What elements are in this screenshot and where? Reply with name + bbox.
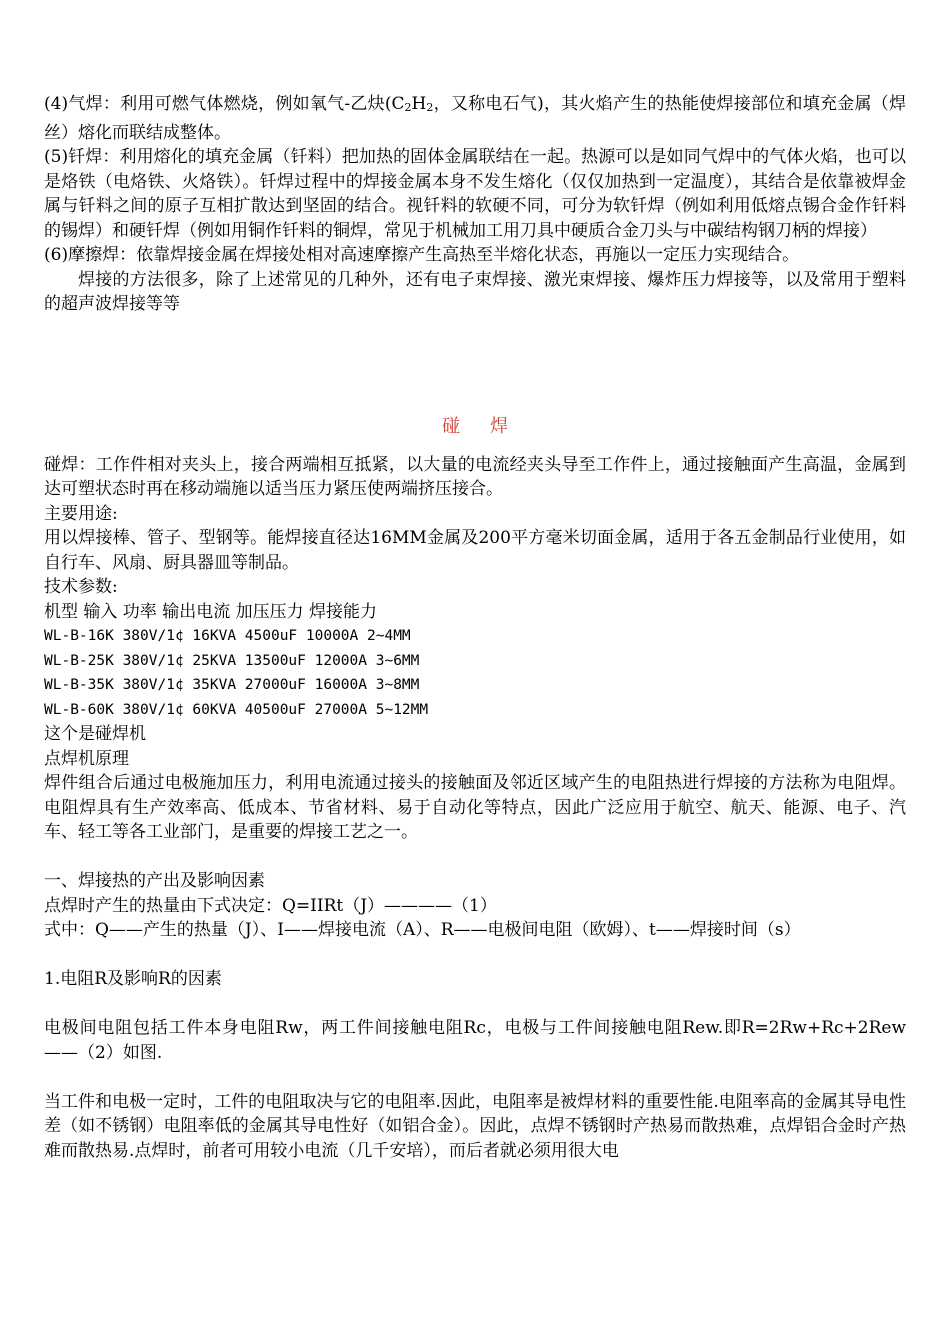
spacer	[44, 845, 906, 870]
spec-row: WL-B-60K 380V/1¢ 60KVA 40500uF 27000A 5~12MM	[44, 701, 429, 718]
subscript-2b: 2	[426, 101, 434, 114]
gas-welding-h: H	[411, 94, 427, 114]
paragraph-brazing: (5)钎焊：利用熔化的填充金属（钎料）把加热的固体金属联结在一起。热源可以是如同气焊中的气体火焰，也可以是烙铁（电烙铁、火烙铁）。钎焊过程中的焊接金属本身不发生熔化（仅仅加热到一定温度），其结合是依靠被焊金属与钎料之间的原子互相扩散达到坚固的结合。视钎料的软硬不同，可分为软钎焊（例如利用低熔点锡合金作钎料的锡焊）和硬钎焊（例如用铜作钎料的铜焊，常见于机械加工用刀具中硬质合金刀头与中碳结构钢刀柄的焊接）	[44, 147, 906, 241]
heading-resistance: 1.电阻R及影响R的因素	[44, 969, 222, 989]
gas-welding-text-a: (4)气焊：利用可燃气体燃烧，例如氧气-乙炔(C	[44, 94, 405, 114]
butt-caption: 这个是碰焊机	[44, 724, 146, 744]
paragraph-gas-welding	[44, 92, 906, 145]
formula-legend: 式中：Q——产生的热量（J）、I——焊接电流（A）、R——电极间电阻（欧姆）、t——焊接时间（s）	[44, 920, 801, 940]
spacer	[44, 992, 906, 1017]
paragraph-resistance: 电极间电阻包括工件本身电阻Rw，两工件间接触电阻Rc，电极与工件间接触电阻Rew.即R=2Rw+Rc+2Rew——（2）如图.	[44, 1018, 906, 1063]
label-tech-params: 技术参数:	[44, 577, 118, 597]
paragraph-spot-intro: 焊件组合后通过电极施加压力，利用电流通过接头的接触面及邻近区域产生的电阻热进行焊接的方法称为电阻焊。电阻焊具有生产效率高、低成本、节省材料、易于自动化等特点，因此广泛应用于航空、航天、能源、电子、汽车、轻工等各工业部门，是重要的焊接工艺之一。	[44, 773, 906, 842]
spacer	[44, 943, 906, 968]
spacer	[44, 317, 906, 415]
formula-line: 点焊时产生的热量由下式决定：Q=IIRt（J）————（1）	[44, 895, 497, 916]
heading-heat: 一、焊接热的产出及影响因素	[44, 871, 265, 891]
paragraph-resistivity: 当工件和电极一定时，工件的电阻取决与它的电阻率.因此，电阻率是被焊材料的重要性能.电阻率高的金属其导电性差（如不锈钢）电阻率低的金属其导电性好（如铝合金）。因此，点焊不锈钢时产热易而散热难，点焊铝合金时产热难而散热易.点焊时，前者可用较小电流（几千安培），而后者就必须用很大电	[44, 1091, 906, 1161]
spacer	[44, 1065, 906, 1090]
paragraph-butt-intro: 碰焊：工作件相对夹头上，接合两端相互抵紧，以大量的电流经夹头导至工作件上，通过接触面产生高温，金属到达可塑状态时再在移动端施以适当压力紧压使两端挤压接合。	[44, 454, 906, 499]
spec-table-header: 机型 输入 功率 输出电流 加压压力 焊接能力	[44, 601, 378, 622]
paragraph-friction-welding: (6)摩擦焊：依靠焊接金属在焊接处相对高速摩擦产生高热至半熔化状态，再施以一定压力实现结合。	[44, 245, 800, 265]
spacer	[44, 439, 906, 453]
paragraph-other-methods: 焊接的方法很多，除了上述常见的几种外，还有电子束焊接、激光束焊接、爆炸压力焊接等，以及常用于塑料的超声波焊接等等	[44, 269, 906, 314]
spec-row: WL-B-35K 380V/1¢ 35KVA 27000uF 16000A 3~8MM	[44, 677, 420, 693]
spot-title: 点焊机原理	[44, 748, 129, 769]
label-main-use: 主要用途:	[44, 503, 118, 524]
section-title: 碰焊	[442, 415, 538, 437]
spec-row: WL-B-25K 380V/1¢ 25KVA 13500uF 12000A 3~6MM	[44, 652, 420, 669]
subscript-2: 2	[404, 101, 412, 114]
gas-welding-text-b: ，又称电石气)，其火焰产生的热能使焊接部位和填充金属（焊丝）熔化而联结成整体。	[44, 94, 906, 143]
spec-row: WL-B-16K 380V/1¢ 16KVA 4500uF 10000A 2~4MM	[44, 628, 411, 644]
paragraph-main-use: 用以焊接棒、管子、型钢等。能焊接直径达16MM金属及200平方毫米切面金属，适用于各五金制品行业使用，如自行车、风扇、厨具器皿等制品。	[44, 528, 906, 573]
document-page	[44, 92, 906, 1163]
